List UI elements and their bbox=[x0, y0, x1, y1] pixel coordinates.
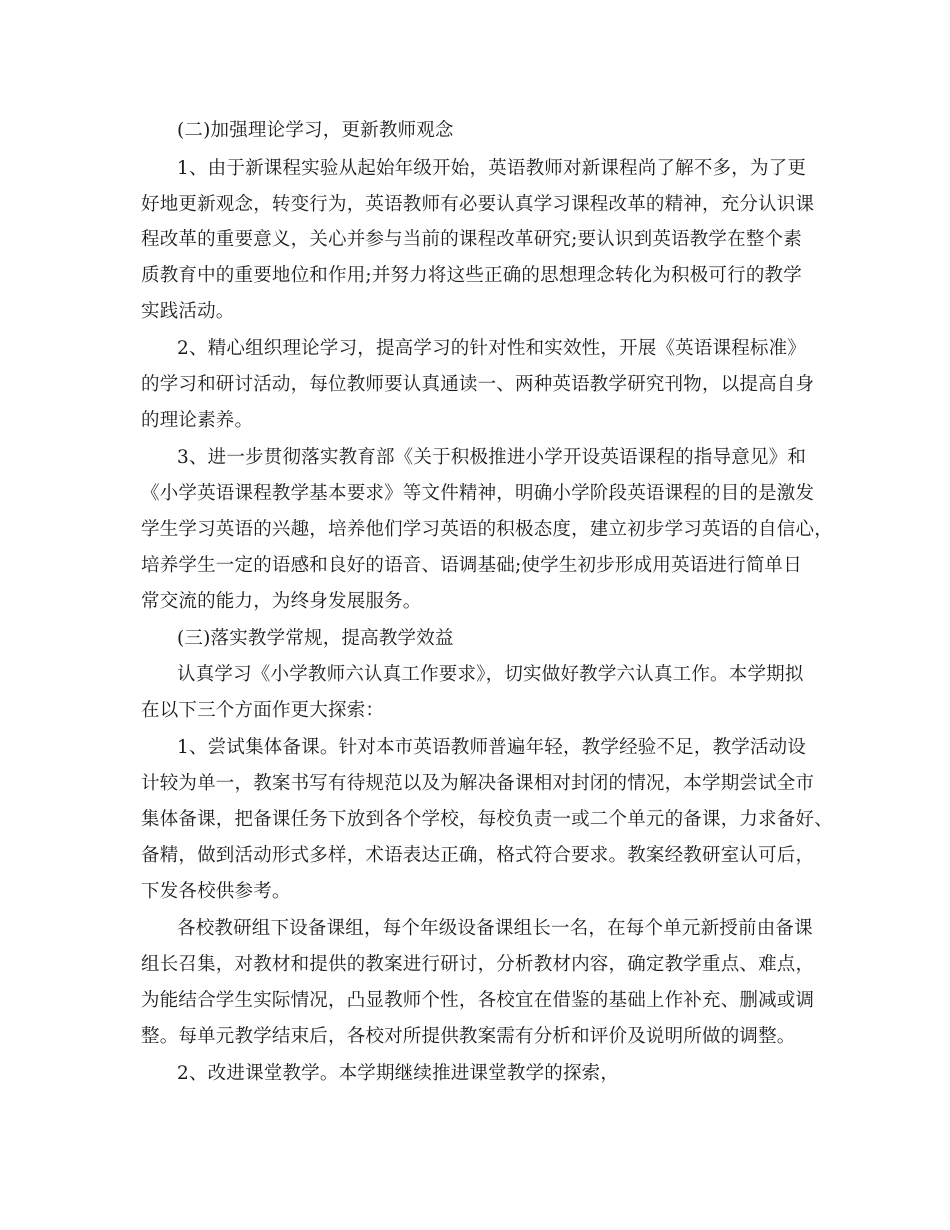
section-heading-3: (三)落实教学常规，提高教学效益 bbox=[177, 628, 454, 649]
paragraph-line: 程改革的重要意义，关心并参与当前的课程改革研究;要认识到英语教学在整个素 bbox=[141, 229, 802, 250]
paragraph-line: 集体备课，把备课任务下放到各个学校，每校负责一或二个单元的备课，力求备好、 bbox=[141, 809, 833, 830]
paragraph-line: 实践活动。 bbox=[141, 301, 235, 322]
paragraph-line: 《小学英语课程教学基本要求》等文件精神，明确小学阶段英语课程的目的是激发 bbox=[141, 483, 815, 504]
paragraph-line: 2、精心组织理论学习，提高学习的针对性和实效性，开展《英语课程标准》 bbox=[177, 338, 807, 359]
paragraph-line: 学生学习英语的兴趣，培养他们学习英语的积极态度，建立初步学习英语的自信心， bbox=[141, 519, 833, 540]
paragraph-line: 1、由于新课程实验从起始年级开始，英语教师对新课程尚了解不多，为了更 bbox=[177, 158, 807, 179]
paragraph-line: 备精，做到活动形式多样，术语表达正确，格式符合要求。教案经教研室认可后， bbox=[141, 845, 815, 866]
paragraph-line: 质教育中的重要地位和作用;并努力将这些正确的思想理念转化为积极可行的教学 bbox=[141, 265, 802, 286]
paragraph-line: 好地更新观念，转变行为，英语教师有必要认真学习课程改革的精神，充分认识课 bbox=[141, 194, 815, 215]
paragraph-line: 各校教研组下设备课组，每个年级设备课组长一名，在每个单元新授前由备课 bbox=[177, 918, 813, 939]
paragraph-line: 培养学生一定的语感和良好的语音、语调基础;使学生初步形成用英语进行简单日 bbox=[141, 555, 802, 576]
paragraph-line: 在以下三个方面作更大探索： bbox=[141, 700, 385, 721]
paragraph-line: 计较为单一，教案书写有待规范以及为解决备课相对封闭的情况，本学期尝试全市 bbox=[141, 773, 815, 794]
paragraph-line: 3、进一步贯彻落实教育部《关于积极推进小学开设英语课程的指导意见》和 bbox=[177, 447, 807, 468]
paragraph-line: 整。每单元教学结束后，各校对所提供教案需有分析和评价及说明所做的调整。 bbox=[141, 1026, 796, 1047]
paragraph-line: 为能结合学生实际情况，凸显教师个性，各校宜在借鉴的基础上作补充、删减或调 bbox=[141, 990, 815, 1011]
paragraph-line: 下发各校供参考。 bbox=[141, 881, 291, 902]
paragraph-line: 认真学习《小学教师六认真工作要求》，切实做好教学六认真工作。本学期拟 bbox=[177, 664, 804, 685]
paragraph-line: 的理论素养。 bbox=[141, 410, 254, 431]
paragraph-line: 的学习和研讨活动，每位教师要认真通读一、两种英语教学研究刊物，以提高自身 bbox=[141, 374, 815, 395]
section-heading-2: (二)加强理论学习，更新教师观念 bbox=[177, 120, 454, 141]
paragraph-line: 组长召集，对教材和提供的教案进行研讨，分析教材内容，确定教学重点、难点， bbox=[141, 954, 815, 975]
paragraph-line: 常交流的能力，为终身发展服务。 bbox=[141, 591, 422, 612]
paragraph-line: 2、改进课堂教学。本学期继续推进课堂教学的探索， bbox=[177, 1063, 620, 1084]
paragraph-line: 1、尝试集体备课。针对本市英语教师普遍年轻，教学经验不足，教学活动设 bbox=[177, 737, 807, 758]
